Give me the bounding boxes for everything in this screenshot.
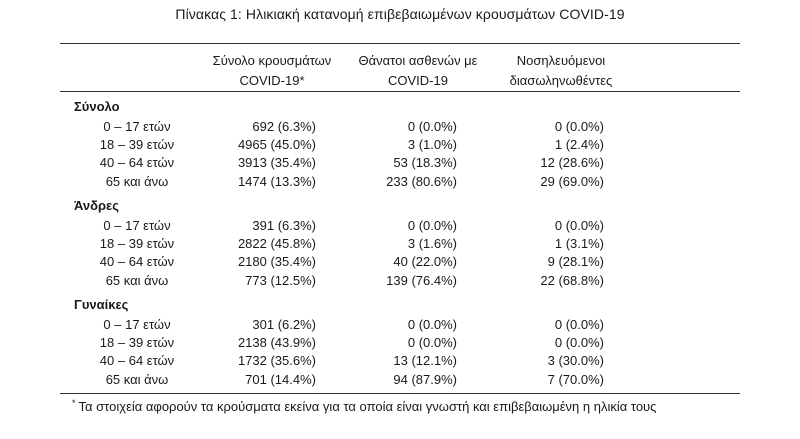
header-rule bbox=[60, 91, 740, 92]
intubated-cell: 0 (0.0%) bbox=[554, 335, 604, 350]
deaths-cell: 0 (0.0%) bbox=[407, 119, 457, 134]
intubated-cell: 9 (28.1%) bbox=[547, 254, 604, 269]
age-cell: 0 – 17 ετών bbox=[103, 317, 171, 332]
age-cell: 65 και άνω bbox=[105, 372, 169, 387]
table-row bbox=[0, 173, 800, 191]
intubated-cell: 0 (0.0%) bbox=[554, 317, 604, 332]
cases-cell: 692 (6.3%) bbox=[252, 119, 316, 134]
cases-cell: 2138 (43.9%) bbox=[237, 335, 316, 350]
deaths-cell: 0 (0.0%) bbox=[407, 335, 457, 350]
intubated-cell: 0 (0.0%) bbox=[554, 218, 604, 233]
group-label: Γυναίκες bbox=[74, 297, 129, 312]
top-rule bbox=[60, 43, 740, 44]
cases-cell: 1474 (13.3%) bbox=[237, 174, 316, 189]
table-row bbox=[0, 118, 800, 136]
deaths-cell: 94 (87.9%) bbox=[393, 372, 457, 387]
cases-cell: 4965 (45.0%) bbox=[237, 137, 316, 152]
intubated-cell: 12 (28.6%) bbox=[540, 155, 604, 170]
cases-cell: 701 (14.4%) bbox=[245, 372, 316, 387]
table-row bbox=[0, 272, 800, 290]
intubated-cell: 3 (30.0%) bbox=[547, 353, 604, 368]
bottom-rule bbox=[60, 393, 740, 394]
table-row bbox=[0, 352, 800, 370]
column-header-line: Θάνατοι ασθενών με bbox=[358, 53, 478, 68]
table-row bbox=[0, 217, 800, 235]
deaths-cell: 233 (80.6%) bbox=[386, 174, 457, 189]
deaths-cell: 13 (12.1%) bbox=[393, 353, 457, 368]
table-title: Πίνακας 1: Ηλικιακή κατανομή επιβεβαιωμένων κρουσμάτων COVID-19 bbox=[175, 6, 625, 22]
column-header-deaths bbox=[350, 51, 486, 91]
cases-cell: 391 (6.3%) bbox=[252, 218, 316, 233]
cases-cell: 1732 (35.6%) bbox=[237, 353, 316, 368]
deaths-cell: 3 (1.0%) bbox=[407, 137, 457, 152]
deaths-cell: 0 (0.0%) bbox=[407, 317, 457, 332]
deaths-cell: 0 (0.0%) bbox=[407, 218, 457, 233]
footnote bbox=[72, 398, 656, 414]
intubated-cell: 1 (2.4%) bbox=[554, 137, 604, 152]
column-header-intubated bbox=[496, 51, 626, 91]
cases-cell: 2822 (45.8%) bbox=[237, 236, 316, 251]
cases-cell: 3913 (35.4%) bbox=[237, 155, 316, 170]
age-cell: 0 – 17 ετών bbox=[103, 119, 171, 134]
table-row bbox=[0, 316, 800, 334]
table-row bbox=[0, 136, 800, 154]
cases-cell: 2180 (35.4%) bbox=[237, 254, 316, 269]
column-header-line: COVID-19* bbox=[239, 73, 305, 88]
age-cell: 18 – 39 ετών bbox=[99, 137, 175, 152]
column-header-line: διασωληνωθέντες bbox=[509, 73, 613, 88]
deaths-cell: 53 (18.3%) bbox=[393, 155, 457, 170]
table-row bbox=[0, 235, 800, 253]
table-row bbox=[0, 334, 800, 352]
intubated-cell: 29 (69.0%) bbox=[540, 174, 604, 189]
table-row bbox=[0, 371, 800, 389]
table-row bbox=[0, 154, 800, 172]
group-label: Σύνολο bbox=[74, 99, 120, 114]
intubated-cell: 7 (70.0%) bbox=[547, 372, 604, 387]
column-header-line: Νοσηλευόμενοι bbox=[516, 53, 606, 68]
intubated-cell: 22 (68.8%) bbox=[540, 273, 604, 288]
age-cell: 40 – 64 ετών bbox=[99, 155, 175, 170]
deaths-cell: 3 (1.6%) bbox=[407, 236, 457, 251]
column-header-line: Σύνολο κρουσμάτων bbox=[212, 53, 332, 68]
cases-cell: 773 (12.5%) bbox=[245, 273, 316, 288]
column-header-cases bbox=[202, 51, 342, 91]
intubated-cell: 1 (3.1%) bbox=[554, 236, 604, 251]
age-cell: 18 – 39 ετών bbox=[99, 335, 175, 350]
age-cell: 40 – 64 ετών bbox=[99, 254, 175, 269]
intubated-cell: 0 (0.0%) bbox=[554, 119, 604, 134]
deaths-cell: 139 (76.4%) bbox=[386, 273, 457, 288]
deaths-cell: 40 (22.0%) bbox=[393, 254, 457, 269]
table-row bbox=[0, 253, 800, 271]
footnote-text: Τα στοιχεία αφορούν τα κρούσματα εκείνα για τα οποία είναι γνωστή και επιβεβαιωμένη η ηλικία τους bbox=[78, 399, 657, 414]
age-cell: 65 και άνω bbox=[105, 174, 169, 189]
age-cell: 0 – 17 ετών bbox=[103, 218, 171, 233]
column-header-line: COVID-19 bbox=[388, 73, 448, 88]
age-cell: 65 και άνω bbox=[105, 273, 169, 288]
age-cell: 40 – 64 ετών bbox=[99, 353, 175, 368]
group-label: Άνδρες bbox=[74, 198, 119, 213]
cases-cell: 301 (6.2%) bbox=[252, 317, 316, 332]
footnote-marker: * bbox=[72, 398, 76, 408]
age-cell: 18 – 39 ετών bbox=[99, 236, 175, 251]
